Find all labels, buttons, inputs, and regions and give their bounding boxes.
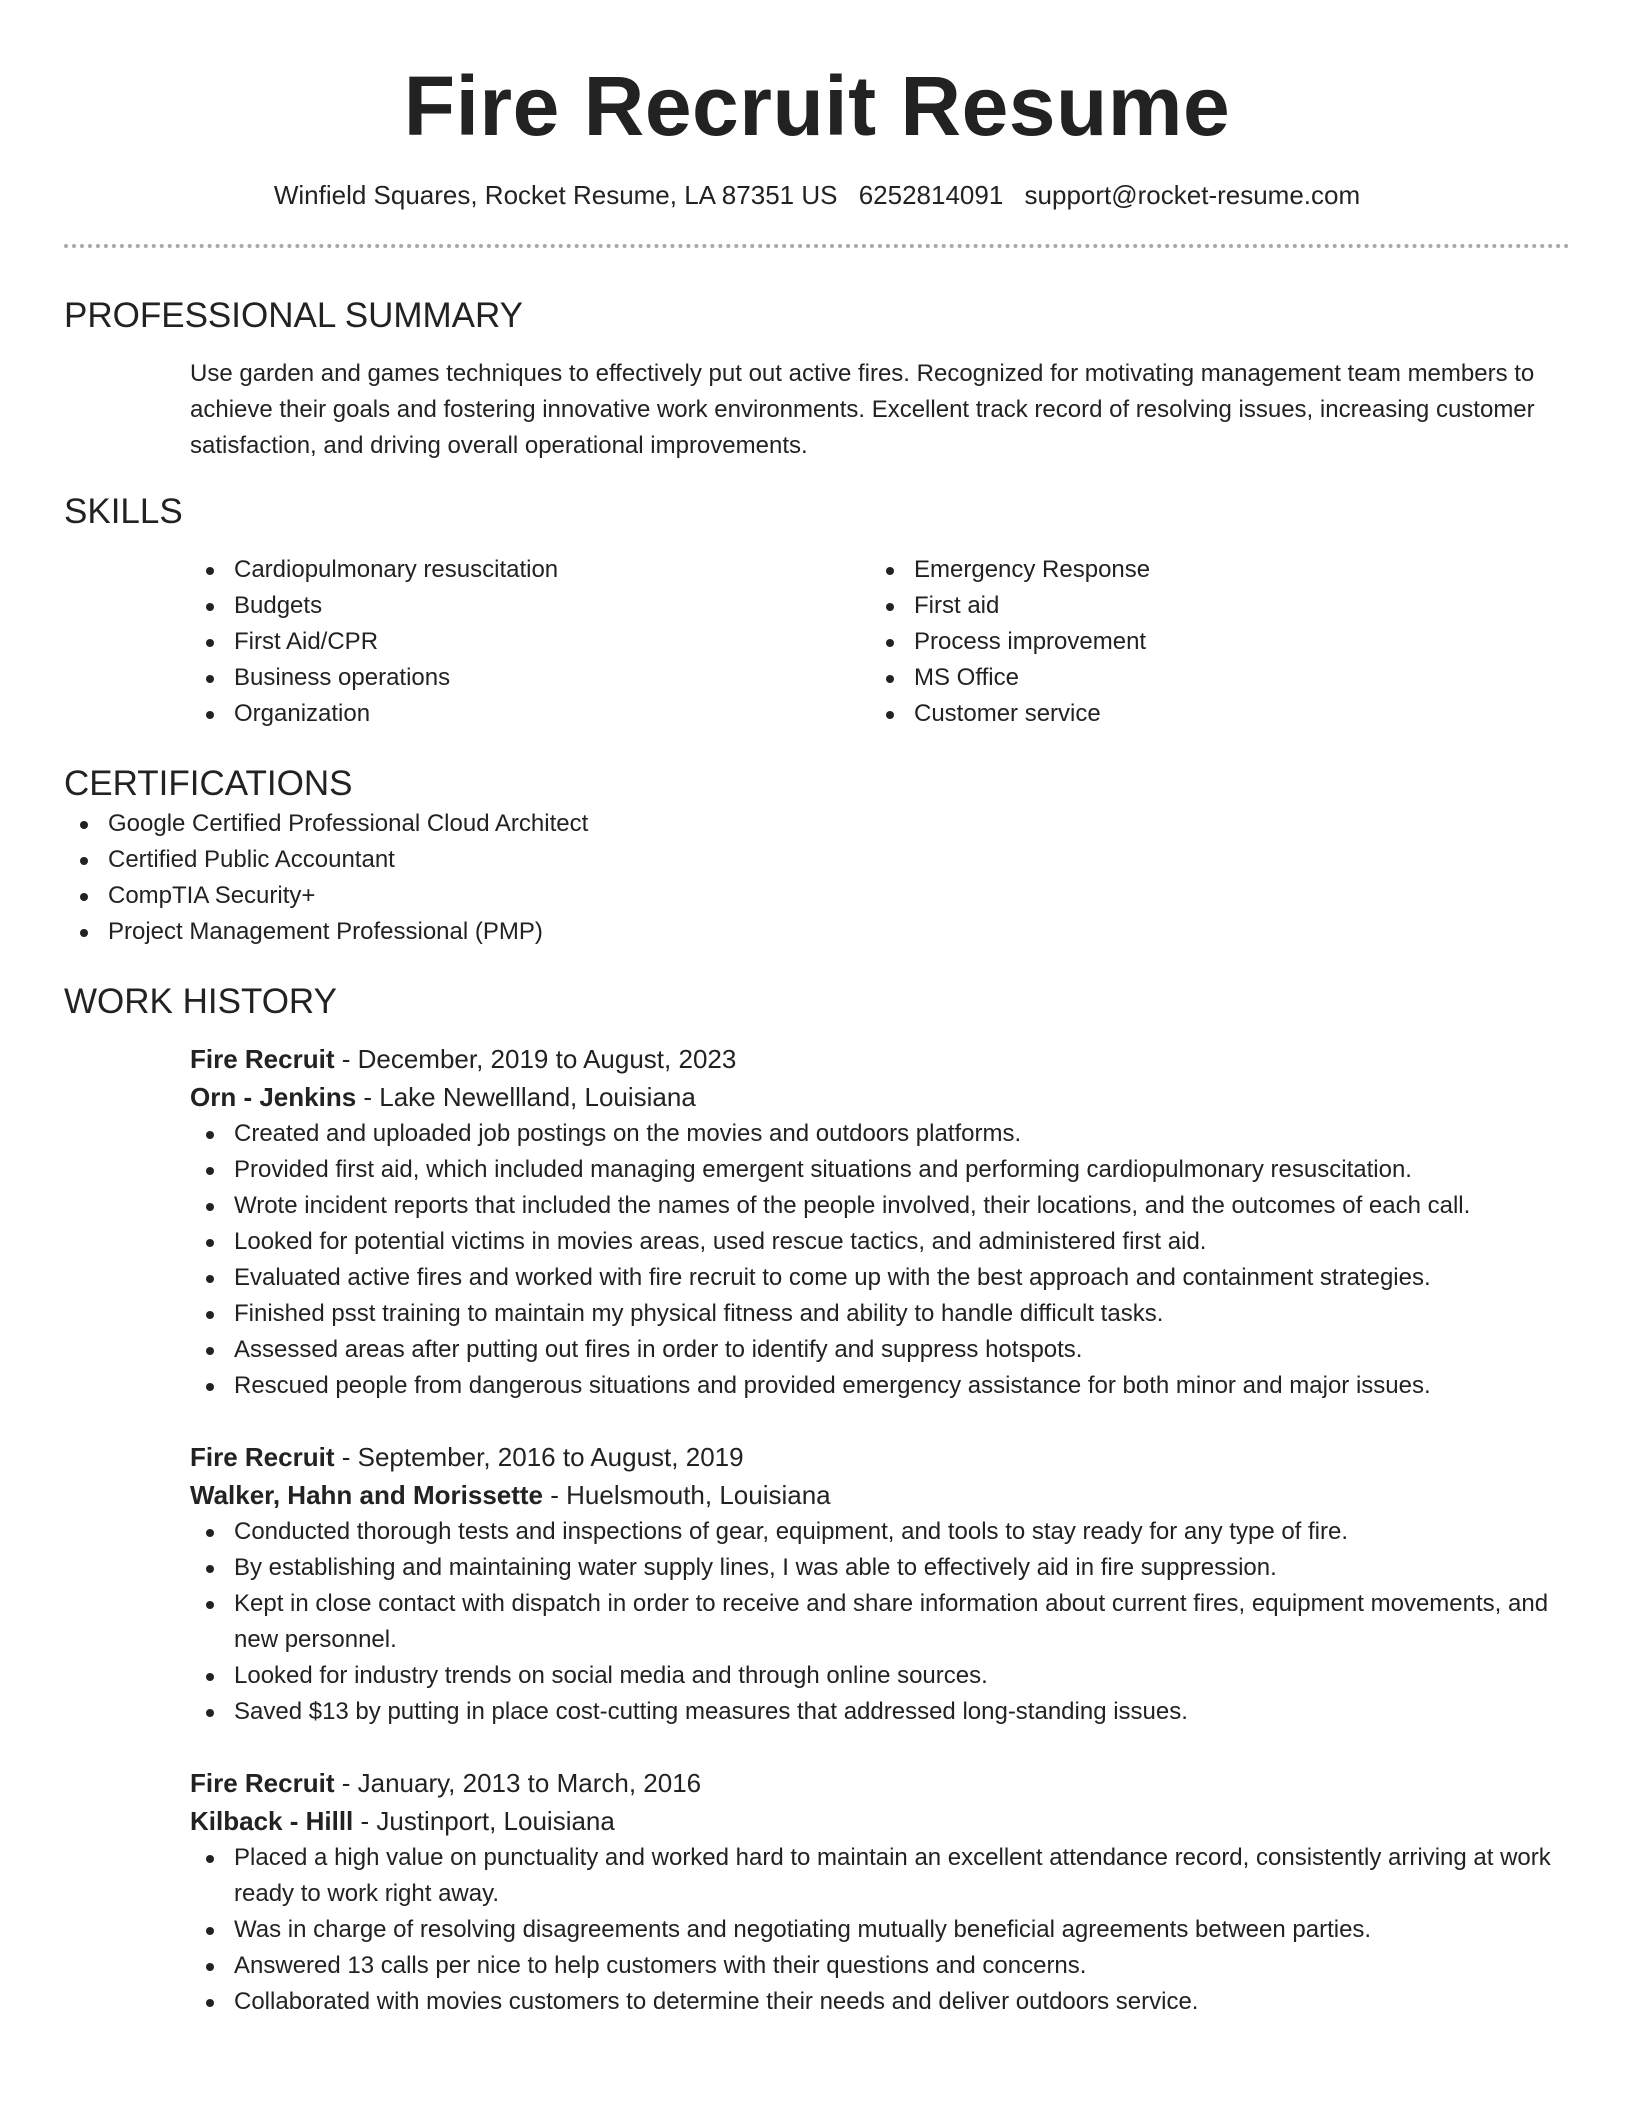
job-company: Kilback - Hilll [190, 1806, 354, 1836]
skill-item: First aid [870, 588, 1550, 624]
work-history-heading: WORK HISTORY [64, 982, 337, 1021]
contact-line [64, 178, 1570, 212]
job-title-line [190, 1764, 1570, 1802]
resume-page [64, 0, 1570, 2020]
summary-text: Use garden and games techniques to effectively put out active fires. Recognized for motivating management team members to achieve their goals and fostering innovative work environments. Excellent track record of resolving issues, increasing customer satisfaction, and driving overall operational improvements. [190, 360, 1535, 459]
job-company: Orn - Jenkins [190, 1082, 357, 1112]
job-company-line [190, 1078, 1570, 1116]
certifications-list [64, 806, 1570, 950]
contact-phone: 6252814091 [858, 180, 1004, 210]
job-duty-item: Kept in close contact with dispatch in order to receive and share information about current fires, equipment movements, and new personnel. [190, 1586, 1570, 1658]
contact-address: Winfield Squares, Rocket Resume, LA 87351 US [273, 180, 838, 210]
job-duty-item: By establishing and maintaining water supply lines, I was able to effectively aid in fire suppression. [190, 1550, 1570, 1586]
skill-item: Budgets [190, 588, 870, 624]
job-title: Fire Recruit [190, 1044, 335, 1074]
job-duties-list [190, 1116, 1570, 1404]
job-duty-item: Looked for industry trends on social media and through online sources. [190, 1658, 1570, 1694]
job-duty-item: Placed a high value on punctuality and worked hard to maintain an excellent attendance record, consistently arriving at work ready to work right away. [190, 1840, 1570, 1912]
skill-item: Business operations [190, 660, 870, 696]
job-duty-item: Collaborated with movies customers to determine their needs and deliver outdoors service. [190, 1984, 1570, 2020]
job-location: - Huelsmouth, Louisiana [543, 1480, 831, 1510]
skill-item: Organization [190, 696, 870, 732]
job-dates: - September, 2016 to August, 2019 [334, 1442, 744, 1472]
job-duty-item: Created and uploaded job postings on the movies and outdoors platforms. [190, 1116, 1570, 1152]
work-history-section [64, 980, 1570, 2020]
contact-email: support@rocket-resume.com [1024, 180, 1361, 210]
job-duty-item: Evaluated active fires and worked with fire recruit to come up with the best approach and containment strategies. [190, 1260, 1570, 1296]
job-entry [190, 1438, 1570, 1730]
certification-item: Project Management Professional (PMP) [64, 914, 1570, 950]
job-duty-item: Answered 13 calls per nice to help customers with their questions and concerns. [190, 1948, 1570, 1984]
job-title: Fire Recruit [190, 1768, 335, 1798]
job-duty-item: Saved $13 by putting in place cost-cutting measures that addressed long-standing issues. [190, 1694, 1570, 1730]
skills-list-right [870, 552, 1550, 732]
certification-item: CompTIA Security+ [64, 878, 1570, 914]
job-title: Fire Recruit [190, 1442, 335, 1472]
skills-grid [190, 552, 1570, 732]
job-duty-item: Wrote incident reports that included the names of the people involved, their locations, and the outcomes of each call. [190, 1188, 1570, 1224]
job-duty-item: Rescued people from dangerous situations and provided emergency assistance for both minor and major issues. [190, 1368, 1570, 1404]
certification-item: Google Certified Professional Cloud Architect [64, 806, 1570, 842]
summary-section [64, 294, 1570, 464]
job-entry [190, 1040, 1570, 1404]
resume-title: Fire Recruit Resume [403, 59, 1231, 153]
job-location: - Justinport, Louisiana [353, 1806, 615, 1836]
summary-heading: PROFESSIONAL SUMMARY [64, 296, 523, 335]
skills-column-left [190, 552, 870, 732]
job-duties-list [190, 1840, 1570, 2020]
header-divider [64, 244, 1570, 248]
job-duty-item: Assessed areas after putting out fires in order to identify and suppress hotspots. [190, 1332, 1570, 1368]
skill-item: MS Office [870, 660, 1550, 696]
job-duties-list [190, 1514, 1570, 1730]
job-company: Walker, Hahn and Morissette [190, 1480, 544, 1510]
certification-item: Certified Public Accountant [64, 842, 1570, 878]
job-entry [190, 1764, 1570, 2020]
job-duty-item: Conducted thorough tests and inspections of gear, equipment, and tools to stay ready for any type of fire. [190, 1514, 1570, 1550]
job-company-line [190, 1802, 1570, 1840]
job-title-line [190, 1438, 1570, 1476]
job-duty-item: Was in charge of resolving disagreements and negotiating mutually beneficial agreements between parties. [190, 1912, 1570, 1948]
job-dates: - December, 2019 to August, 2023 [334, 1044, 737, 1074]
skill-item: Process improvement [870, 624, 1550, 660]
job-company-line [190, 1476, 1570, 1514]
skills-list-left [190, 552, 870, 732]
job-location: - Lake Newellland, Louisiana [356, 1082, 696, 1112]
skill-item: First Aid/CPR [190, 624, 870, 660]
job-duty-item: Provided first aid, which included managing emergent situations and performing cardiopulmonary resuscitation. [190, 1152, 1570, 1188]
job-duty-item: Finished psst training to maintain my physical fitness and ability to handle difficult tasks. [190, 1296, 1570, 1332]
skill-item: Customer service [870, 696, 1550, 732]
skill-item: Emergency Response [870, 552, 1550, 588]
skill-item: Cardiopulmonary resuscitation [190, 552, 870, 588]
certifications-section [64, 762, 1570, 950]
skills-column-right [870, 552, 1550, 732]
skills-heading: SKILLS [64, 492, 183, 531]
job-duty-item: Looked for potential victims in movies areas, used rescue tactics, and administered first aid. [190, 1224, 1570, 1260]
skills-section [64, 490, 1570, 732]
certifications-heading: CERTIFICATIONS [64, 764, 353, 803]
job-dates: - January, 2013 to March, 2016 [334, 1768, 702, 1798]
job-title-line [190, 1040, 1570, 1078]
